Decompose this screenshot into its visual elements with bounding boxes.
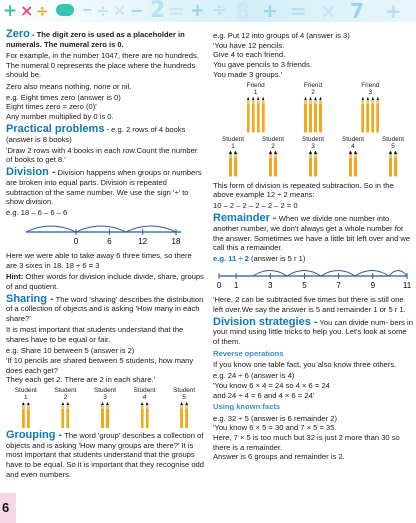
pencil-icon bbox=[314, 97, 317, 133]
known-line-1: 'You know 6 × 5 = 30 and 7 × 5 = 35. bbox=[213, 423, 337, 433]
pencil-icon bbox=[22, 402, 25, 428]
pencil-icon bbox=[257, 97, 260, 133]
remainder-jump-arcs bbox=[253, 270, 407, 276]
pencil-icon bbox=[247, 97, 250, 133]
pencil-group bbox=[222, 136, 244, 177]
pencil-icon bbox=[27, 402, 30, 428]
pencil-icon bbox=[146, 402, 149, 428]
banner-symbol: = bbox=[290, 0, 307, 23]
sharing-answer: They each get 2. There are 2 in each share.' bbox=[6, 375, 156, 385]
pencil-group bbox=[342, 136, 364, 177]
pencil-group bbox=[15, 387, 37, 428]
pencil-group bbox=[94, 387, 116, 428]
pencil-group-label: Student 4 bbox=[133, 387, 156, 401]
pencil-group bbox=[304, 82, 322, 133]
zero-paragraph: For example, in the number 1047, there are no hundreds. The numeral 0 represents the place where the hundreds should be. bbox=[6, 50, 199, 80]
pencil-group-label: Student 5 bbox=[173, 387, 196, 401]
pencil-icon bbox=[361, 97, 364, 133]
tick-label: 0 bbox=[216, 280, 222, 290]
pencil-icon bbox=[309, 97, 312, 133]
banner-symbol: ÷ bbox=[36, 2, 49, 20]
pencil-icon bbox=[234, 151, 237, 177]
reverse-text: If you know one table fact, you also know three others. bbox=[213, 360, 397, 370]
repeated-subtraction-equation: 10 – 2 – 2 – 2 – 2 – 2 = 0 bbox=[213, 201, 298, 211]
remainder-explanation: 'Here, 2 can be subtracted five times but there is still one left over.We say the answer is 5 and remainder 1 or 5 r 1. bbox=[213, 295, 406, 315]
reverse-example: e.g. 24 ÷ 6 (answer is 4) bbox=[213, 371, 295, 381]
jump-arcs bbox=[26, 226, 176, 232]
tick-label: 7 bbox=[336, 280, 341, 290]
page-number: 6 bbox=[2, 500, 10, 515]
tick-label: 0 bbox=[73, 236, 79, 246]
pencil-icon bbox=[101, 402, 104, 428]
remainder-heading: Remainder - bbox=[213, 212, 277, 225]
sharing-paragraph: It is most important that students understand that the shares have to be equal or fair. bbox=[6, 325, 184, 344]
pencil-icon bbox=[389, 151, 392, 177]
banner-symbol: + bbox=[190, 0, 206, 21]
tick-label: 1 bbox=[233, 280, 239, 290]
pencil-icon bbox=[371, 97, 374, 133]
pencil-icon bbox=[229, 151, 232, 177]
banner-pill bbox=[56, 4, 74, 16]
students-pencil-figure bbox=[213, 136, 413, 177]
banner-symbol: − bbox=[82, 3, 93, 18]
pencil-group-label: Student 1 bbox=[221, 135, 245, 150]
groups-line-1: 'You have 12 pencils. bbox=[213, 40, 285, 50]
remainder-section: Remainder - When we divide one number into another number, we don't always get a whole number for the answer. Sometimes we have a little bit left over and we call this a remainder. bbox=[213, 212, 411, 253]
pencil-group bbox=[302, 136, 324, 177]
banner-symbol: + bbox=[385, 0, 402, 23]
tick-label: 6 bbox=[107, 236, 112, 246]
remainder-example-label: e.g. 11 ÷ 2 bbox=[213, 254, 249, 264]
zero-example-2: Eight times zero = zero (0)' bbox=[6, 102, 97, 112]
banner-symbol: + bbox=[3, 1, 18, 21]
pencil-group-label: Friend 2 bbox=[303, 81, 323, 96]
pencil-icon bbox=[366, 97, 369, 133]
banner-symbol: × bbox=[320, 0, 337, 23]
pencil-icon bbox=[269, 151, 272, 177]
division-heading: Division - bbox=[6, 166, 56, 179]
reverse-operations-heading: Reverse operations bbox=[213, 348, 284, 358]
division-result: Here we were able to take away 6 three times, so there are 3 sixes in 18. 18 ÷ 6 = 3 bbox=[6, 251, 192, 271]
left-column bbox=[6, 30, 204, 481]
division-example: e.g. 18 – 6 – 6 – 6 bbox=[6, 208, 68, 218]
pencil-group-label: Student 2 bbox=[261, 135, 285, 150]
zero-intro: Zero - The digit zero is used as a placeholder in numerals. The numeral zero is 0. bbox=[6, 28, 185, 49]
grouping-heading: Grouping - bbox=[6, 429, 63, 441]
groups-line-4: You made 3 groups.' bbox=[213, 69, 283, 79]
pencil-icon bbox=[376, 97, 379, 133]
practical-heading: Practical problems bbox=[6, 122, 105, 135]
pencil-group bbox=[247, 82, 265, 133]
groups-line-3: You gave pencils to 3 friends. bbox=[213, 60, 312, 70]
known-line-2: Here, 7 × 5 is too much but 32 is just 2 more than 30 so there is a remainder. bbox=[213, 432, 400, 452]
groups-line-2: Give 4 to each friend. bbox=[213, 50, 286, 60]
known-answer: Answer is 6 groups and remainder is 2. bbox=[213, 452, 345, 462]
sharing-pencil-figure bbox=[6, 387, 204, 428]
banner-symbol: 7 bbox=[350, 0, 364, 23]
banner-symbol: ÷ bbox=[96, 1, 110, 20]
sharing-section: Sharing - The word 'sharing' describes the distribution of a collection of objects and is asking 'How many in each share?' bbox=[6, 292, 204, 324]
pencil-icon bbox=[180, 402, 183, 428]
known-example: e.g. 32 ÷ 5 (answer is 6 remainder 2) bbox=[213, 413, 338, 423]
zero-example: e.g. Eight times zero (answer is 0) bbox=[6, 92, 121, 102]
tick-label: 11 bbox=[402, 280, 412, 290]
banner-symbol: × bbox=[20, 1, 34, 20]
banner-symbol: 2 bbox=[150, 0, 166, 23]
pencil-icon bbox=[262, 97, 265, 133]
pencil-icon bbox=[349, 151, 352, 177]
grouping-section: Grouping - The word 'group' describes a collection of objects and is asking 'How many groups are there?' It is most important that students understand that the groups have to be equal. So it is important that they recognise odd and even numbers. bbox=[6, 429, 204, 479]
pencil-group-label: Friend 3 bbox=[361, 81, 380, 96]
banner-symbol: = bbox=[168, 0, 185, 23]
sharing-heading: Sharing - bbox=[6, 292, 54, 305]
hint: Hint: Other words for division include divide, share, groups of and quotient. bbox=[6, 272, 204, 291]
pencil-group-label: Student 3 bbox=[93, 387, 116, 401]
remainder-example bbox=[213, 254, 413, 264]
tick-label: 3 bbox=[268, 280, 273, 290]
pencil-icon bbox=[106, 402, 109, 428]
repeated-subtraction-text: This form of division is repeated subtraction. So in the above example 12 ÷ 2 means: bbox=[213, 180, 394, 200]
sharing-example: e.g. Share 10 between 5 (answer is 2) bbox=[6, 346, 135, 356]
pencil-icon bbox=[61, 402, 64, 428]
pencil-icon bbox=[304, 97, 307, 133]
pencil-icon bbox=[354, 151, 357, 177]
banner-symbol: + bbox=[262, 0, 278, 22]
practical-paragraph: 'Draw 2 rows with 4 books in each row.Count the number of books to get 8.' bbox=[6, 145, 198, 165]
pencil-group bbox=[54, 387, 76, 428]
strategies-heading: Division strategies - bbox=[213, 315, 318, 328]
sharing-question: 'If 10 pencils are shared between 5 students, how many does each get? bbox=[6, 355, 194, 375]
pencil-group-label: Student 5 bbox=[381, 135, 405, 150]
pencil-icon bbox=[141, 402, 144, 428]
pencil-icon bbox=[309, 151, 312, 177]
zero-heading: Zero bbox=[6, 28, 30, 40]
friends-pencil-figure bbox=[213, 82, 413, 133]
banner-symbol: ÷ bbox=[212, 0, 228, 21]
groups-example: e.g. Put 12 into groups of 4 (answer is 3) bbox=[213, 31, 350, 40]
pencil-group bbox=[262, 136, 284, 177]
banner-symbol: − bbox=[130, 1, 144, 20]
pencil-group-label: Student 2 bbox=[54, 387, 77, 401]
pencil-icon bbox=[185, 402, 188, 428]
pencil-icon bbox=[252, 97, 255, 133]
zero-paragraph-2: Zero also means nothing, none or nil. bbox=[6, 81, 132, 91]
pencil-icon bbox=[274, 151, 277, 177]
pencil-group-label: Student 3 bbox=[301, 135, 325, 150]
banner-symbol: × bbox=[112, 0, 128, 21]
known-facts-heading: Using known facts bbox=[213, 402, 281, 412]
practical-section: Practical problems - e.g. 2 rows of 4 books (answer is 8 books) bbox=[6, 122, 186, 144]
reverse-line-2: and 24 ÷ 4 = 6 and 4 × 6 = 24' bbox=[213, 390, 315, 400]
pencil-group-label: Student 1 bbox=[14, 387, 37, 401]
banner-symbol: 8 bbox=[236, 0, 250, 23]
tick-label: 18 bbox=[171, 236, 181, 246]
reverse-line-1: 'You know 6 × 4 = 24 so 4 × 6 = 24 bbox=[213, 380, 330, 390]
pencil-group bbox=[173, 387, 195, 428]
pencil-group-label: Friend 1 bbox=[246, 81, 265, 96]
pencil-group bbox=[134, 387, 156, 428]
pencil-icon bbox=[394, 151, 397, 177]
pencil-icon bbox=[66, 402, 69, 428]
remainder-example-answer: (answer is 5 r 1) bbox=[248, 254, 306, 264]
pencil-icon bbox=[319, 97, 322, 133]
right-column bbox=[213, 31, 413, 464]
strategies-section: Division strategies - You can divide num- bers in your mind using little tricks to help you. Let's look at some of them. bbox=[213, 315, 413, 347]
tick-label: 9 bbox=[370, 280, 376, 290]
remainder-number-line bbox=[213, 268, 413, 290]
zero-example-3: Any number multiplied by 0 is 0. bbox=[6, 112, 114, 122]
tick-label: 5 bbox=[302, 280, 307, 290]
pencil-group bbox=[361, 82, 379, 133]
tick-label: 12 bbox=[138, 236, 148, 246]
division-section: Division - Division happens when groups or numbers are broken into equal parts. Division is repeated subtraction of the same number. We use the sign '÷' to show division. bbox=[6, 166, 202, 207]
pencil-group-label: Student 4 bbox=[341, 135, 365, 150]
pencil-group bbox=[382, 136, 404, 177]
pencil-icon bbox=[314, 151, 317, 177]
division-number-line bbox=[6, 222, 204, 246]
